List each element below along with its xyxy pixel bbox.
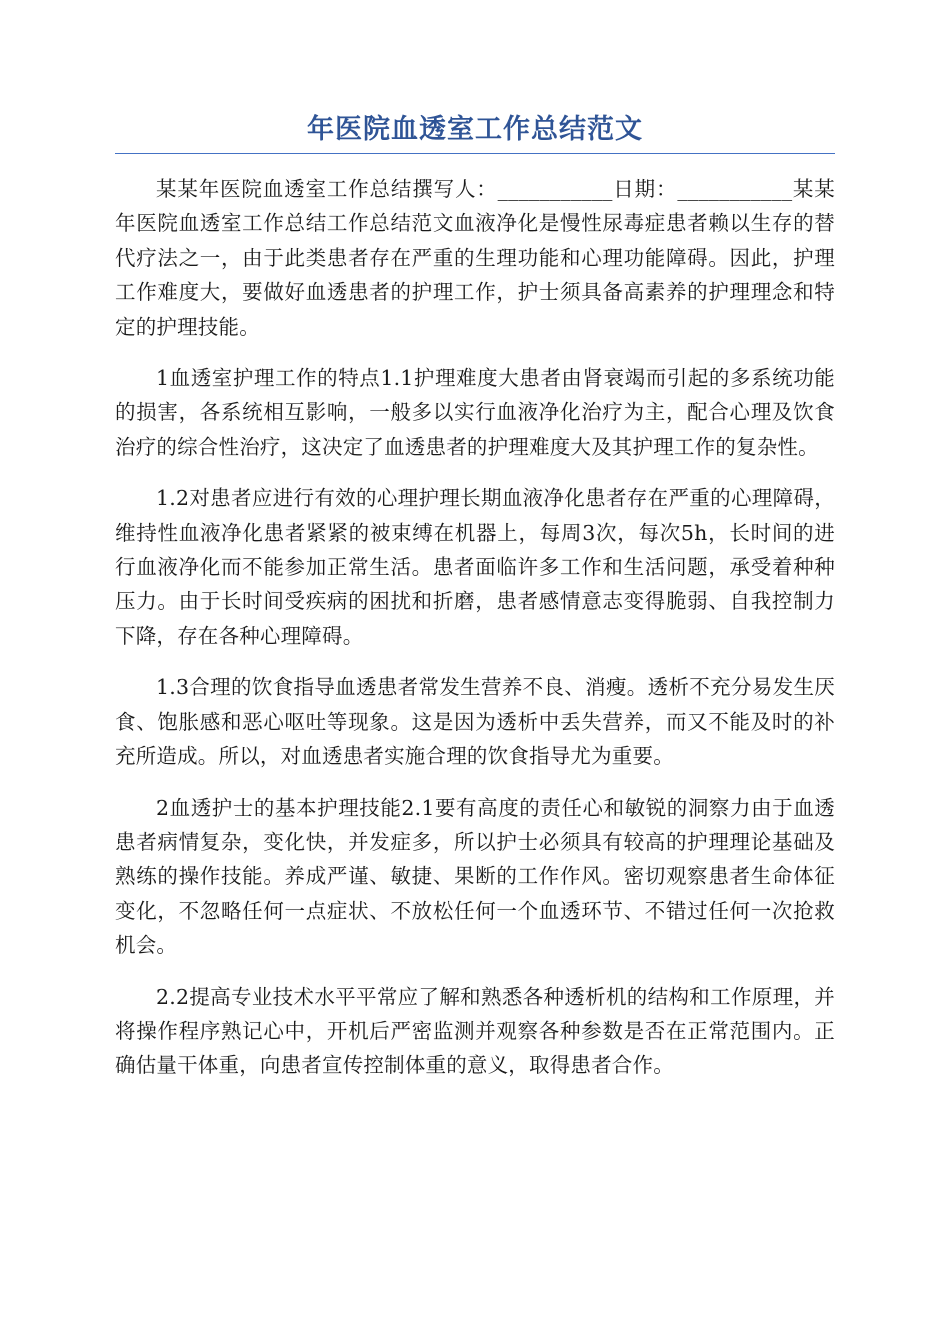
paragraph-section-1-2: 1.2对患者应进行有效的心理护理长期血液净化患者存在严重的心理障碍，维持性血液净化患者紧紧的被束缚在机器上，每周3次，每次5h，长时间的进行血液净化而不能参加正常生活。患者面临许多工作和生活问题，承受着种种压力。由于长时间受疾病的困扰和折磨，患者感情意志变得脆弱、自我控制力下降，存在各种心理障碍。 xyxy=(115,486,835,648)
paragraph-section-1-3: 1.3合理的饮食指导血透患者常发生营养不良、消瘦。透析不充分易发生厌食、饱胀感和恶心呕吐等现象。这是因为透析中丢失营养，而又不能及时的补充所造成。所以，对血透患者实施合理的饮食指导尤为重要。 xyxy=(115,675,835,769)
paragraph-intro: 某某年医院血透室工作总结撰写人：___________日期：___________某某年医院血透室工作总结工作总结范文血液净化是慢性尿毒症患者赖以生存的替代疗法之一，由于此类患者存在严重的生理功能和心理功能障碍。因此，护理工作难度大，要做好血透患者的护理工作，护士须具备高素养的护理理念和特定的护理技能。 xyxy=(115,177,835,339)
title-underline xyxy=(115,153,835,154)
paragraph-section-2-2: 2.2提高专业技术水平平常应了解和熟悉各种透析机的结构和工作原理，并将操作程序熟记心中，开机后严密监测并观察各种参数是否在正常范围内。正确估量干体重，向患者宣传控制体重的意义，取得患者合作。 xyxy=(115,984,835,1078)
document-title: 年医院血透室工作总结范文 xyxy=(307,114,643,145)
paragraph-section-1-1: 1血透室护理工作的特点1.1护理难度大患者由肾衰竭而引起的多系统功能的损害，各系统相互影响，一般多以实行血液净化治疗为主，配合心理及饮食治疗的综合性治疗，这决定了血透患者的护理难度大及其护理工作的复杂性。 xyxy=(115,366,835,459)
document-body xyxy=(115,172,835,1100)
paragraph-section-2-1: 2血透护士的基本护理技能2.1要有高度的责任心和敏锐的洞察力由于血透患者病情复杂，变化快，并发症多，所以护士必须具有较高的护理理论基础及熟练的操作技能。养成严谨、敏捷、果断的工作作风。密切观察患者生命体征变化，不忽略任何一点症状、不放松任何一个血透环节、不错过任何一次抢救机会。 xyxy=(115,795,835,958)
